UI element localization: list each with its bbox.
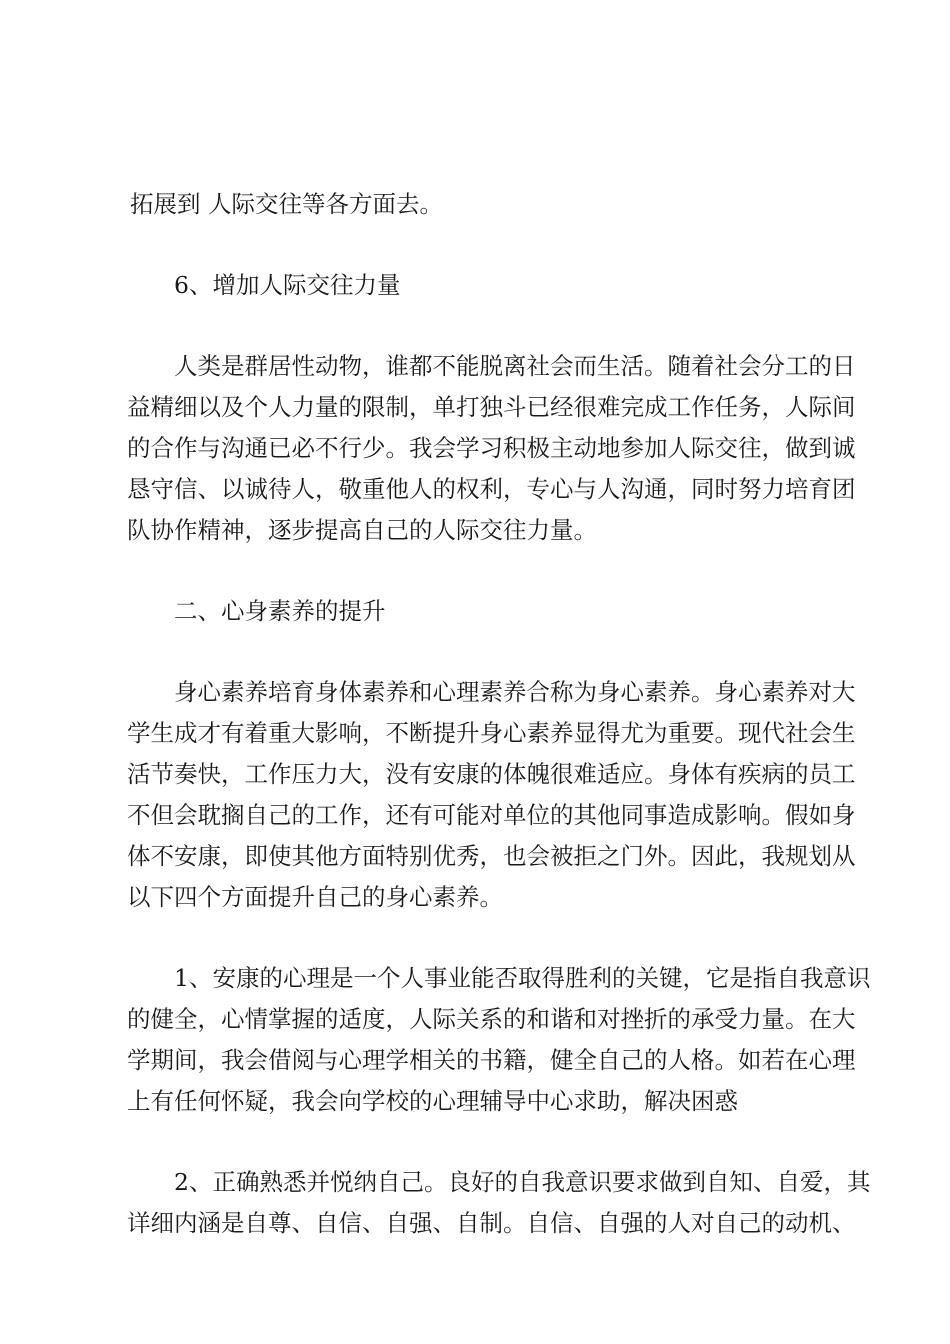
text-line: 拓展到 人际交往等各方面去。 [130, 190, 443, 218]
text-line: 益精细以及个人力量的限制，单打独斗已经很难完成工作任务，人际间 [127, 393, 856, 421]
text-line: 活节奏快，工作压力大，没有安康的体魄很难适应。身体有疾病的员工 [127, 760, 856, 788]
text-line: 人类是群居性动物，谁都不能脱离社会而生活。随着社会分工的日 [174, 352, 856, 380]
text-line: 学生成才有着重大影响，不断提升身心素养显得尤为重要。现代社会生 [127, 719, 856, 747]
text-line: 以下四个方面提升自己的身心素养。 [127, 883, 503, 911]
text-line: 的健全，心情掌握的适度，人际关系的和谐和对挫折的承受力量。在大 [127, 1005, 856, 1033]
paragraph-gap [127, 918, 837, 959]
paragraph-gap [127, 551, 837, 592]
document-body [127, 184, 871, 1244]
paragraph-gap [127, 632, 837, 673]
text-line: 的合作与沟通已必不行少。我会学习积极主动地参加人际交往，做到诚 [127, 434, 856, 462]
section-heading: 6、增加人际交往力量 [174, 271, 401, 299]
text-line: 队协作精神，逐步提高自己的人际交往力量。 [127, 516, 597, 544]
text-line: 身心素养培育身体素养和心理素养合称为身心素养。身心素养对大 [174, 678, 856, 706]
paragraph-gap [127, 225, 837, 266]
text-line: 学期间，我会借阅与心理学相关的书籍，健全自己的人格。如若在心理 [127, 1046, 856, 1074]
text-line: 详细内涵是自尊、自信、自强、自制。自信、自强的人对自己的动机、 [127, 1209, 856, 1237]
text-line: 1、安康的心理是一个人事业能否取得胜利的关键，它是指自我意识 [174, 964, 871, 992]
section-heading: 二、心身素养的提升 [174, 597, 386, 625]
text-line: 2、正确熟悉并悦纳自己。良好的自我意识要求做到自知、自爱，其 [174, 1168, 871, 1196]
text-line: 不但会耽搁自己的工作，还有可能对单位的其他同事造成影响。假如身 [127, 801, 856, 829]
paragraph-gap [127, 1122, 837, 1163]
text-line: 恳守信、以诚待人，敬重他人的权利，专心与人沟通，同时努力培育团 [127, 475, 856, 503]
text-line: 上有任何怀疑，我会向学校的心理辅导中心求助，解决困惑 [127, 1087, 738, 1115]
paragraph-gap [127, 306, 837, 347]
text-line: 体不安康，即使其他方面特别优秀，也会被拒之门外。因此，我规划从 [127, 842, 856, 870]
